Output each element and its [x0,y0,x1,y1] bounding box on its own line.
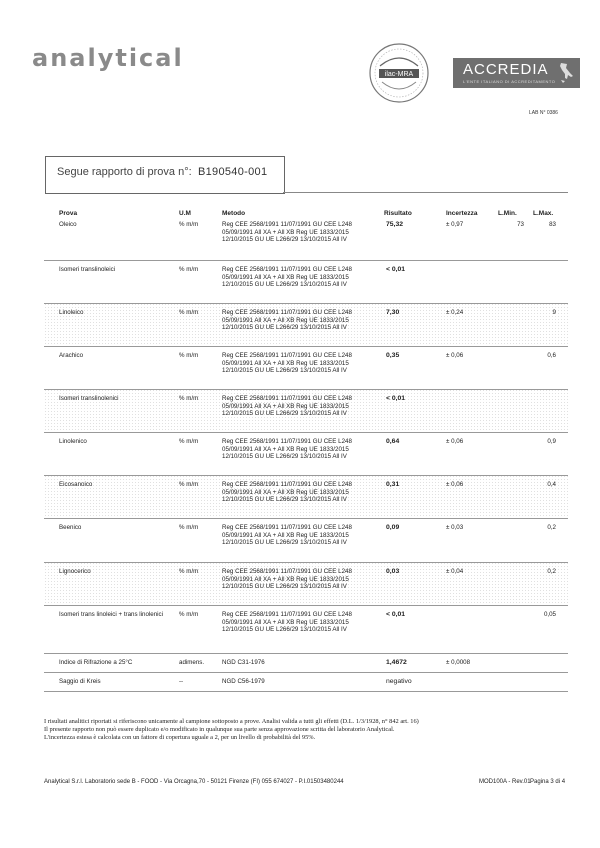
table-row [44,215,568,261]
cell-prova: Linolenico [59,438,87,445]
lab-number: LAB N° 0386 [529,110,558,116]
table-row [44,432,568,476]
cell-risultato: 75,32 [386,221,404,228]
footnote: Il presente rapporto non può essere duplicato e/o modificato in qualunque sua parte senza approvazione scritta del laboratorio Analytical. [44,726,395,734]
cell-lmax: 83 [549,221,556,228]
cell-lmax: 9 [552,309,556,316]
cell-lmax: 0,2 [547,568,556,575]
report-number: B190540-001 [198,166,268,178]
cell-incertezza: ± 0,06 [446,481,464,488]
cell-um: % m/m [179,266,199,273]
col-risultato: Risultato [384,210,412,217]
cell-um: % m/m [179,524,199,531]
footnote: I risultati analitici riportati si riferiscono unicamente al campione sottoposto a prove. Analisi valida a tutti gli effetti (D.L. 1/3/1928, n° 842 art. 16) [44,718,419,725]
brand-name: analytical [32,44,184,72]
cell-prova: Saggio di Kreis [59,678,101,685]
cell-metodo: Reg CEE 2568/1991 11/07/1991 GU CEE L248 05/09/1991 All XA + All XB Reg UE 1833/2015 12/10/2015 GU UE L266/29 13/10/2015 All IV [222,309,352,332]
cell-um: % m/m [179,221,199,228]
cell-metodo: Reg CEE 2568/1991 11/07/1991 GU CEE L248 05/09/1991 All XA + All XB Reg UE 1833/2015 12/10/2015 GU UE L266/29 13/10/2015 All IV [222,266,352,289]
cell-prova: Eicosanoico [59,481,93,488]
cell-incertezza: ± 0,03 [446,524,464,531]
cell-incertezza: ± 0,06 [446,438,464,445]
col-incertezza: Incertezza [446,210,478,217]
cell-incertezza: ± 0,97 [446,221,464,228]
cell-metodo: Reg CEE 2568/1991 11/07/1991 GU CEE L248 05/09/1991 All XA + All XB Reg UE 1833/2015 12/10/2015 GU UE L266/29 13/10/2015 All IV [222,481,352,504]
accredia-logo [453,58,580,88]
cell-risultato: < 0,01 [386,266,406,273]
table-row [44,260,568,304]
cell-um: % m/m [179,395,199,402]
cell-prova: Arachico [59,352,84,359]
ilac-text: ilac-MRA [384,71,414,78]
col-lmin: L.Min. [498,210,517,217]
accredia-name: ACCREDIA [463,61,549,78]
cell-prova: Isomeri translinoleici [59,266,116,273]
cell-risultato: 0,35 [386,352,400,359]
cell-um: adimens. [179,659,205,666]
footnotes [44,718,564,743]
table-row [44,605,568,654]
table-row [44,389,568,433]
cell-prova: Indice di Rifrazione a 25°C [59,659,133,666]
cell-um: % m/m [179,611,199,618]
col-um: U.M [179,210,191,217]
cell-incertezza: ± 0,0008 [446,659,471,666]
cell-prova: Isomeri trans linoleici + trans linolenici [59,611,164,618]
cell-incertezza: ± 0,06 [446,352,464,359]
col-prova: Prova [59,210,78,217]
cell-lmax: 0,9 [547,438,556,445]
cell-metodo: NGD C56-1979 [222,678,265,685]
cell-risultato: 0,64 [386,438,400,445]
table-row [44,672,568,692]
footer-page: Pagina 3 di 4 [530,779,566,785]
cell-prova: Linoleico [59,309,84,316]
cell-um: % m/m [179,352,199,359]
cell-metodo: Reg CEE 2568/1991 11/07/1991 GU CEE L248 05/09/1991 All XA + All XB Reg UE 1833/2015 12/10/2015 GU UE L266/29 13/10/2015 All IV [222,352,352,375]
footnote: L'incertezza estesa è calcolata con un fattore di copertura uguale a 2, per un livello di probabilità del 95%. [44,734,316,742]
footer-company: Analytical S.r.l. Laboratorio sede B - FOOD - Via Orcagna,70 - 50121 Firenze (FI) 055 674027 - P.I.01503480244 [44,779,344,785]
cell-metodo: Reg CEE 2568/1991 11/07/1991 GU CEE L248 05/09/1991 All XA + All XB Reg UE 1833/2015 12/10/2015 GU UE L266/29 13/10/2015 All IV [222,438,352,461]
table-row [44,303,568,347]
header-divider [283,192,568,193]
cell-prova: Beenico [59,524,82,531]
cell-incertezza: ± 0,04 [446,568,464,575]
cell-metodo: Reg CEE 2568/1991 11/07/1991 GU CEE L248 05/09/1991 All XA + All XB Reg UE 1833/2015 12/10/2015 GU UE L266/29 13/10/2015 All IV [222,568,352,591]
cell-risultato: < 0,01 [386,395,406,402]
cell-um: -- [179,678,184,685]
report-label: Segue rapporto di prova n°: [57,166,192,178]
ilac-mra-logo [368,42,430,104]
footer-form-code: MOD100A - Rev.01 [479,779,531,785]
cell-um: % m/m [179,438,199,445]
cell-um: % m/m [179,309,199,316]
cell-metodo: Reg CEE 2568/1991 11/07/1991 GU CEE L248 05/09/1991 All XA + All XB Reg UE 1833/2015 12/10/2015 GU UE L266/29 13/10/2015 All IV [222,221,352,244]
cell-risultato: 1,4672 [386,659,407,666]
table-row [44,562,568,606]
cell-um: % m/m [179,568,199,575]
cell-metodo: Reg CEE 2568/1991 11/07/1991 GU CEE L248 05/09/1991 All XA + All XB Reg UE 1833/2015 12/10/2015 GU UE L266/29 13/10/2015 All IV [222,395,352,418]
cell-risultato: 0,09 [386,524,400,531]
cell-prova: Isomeri translinolenici [59,395,119,402]
cell-risultato: < 0,01 [386,611,406,618]
cell-metodo: NGD C31-1976 [222,659,265,666]
cell-lmax: 0,6 [547,352,556,359]
italy-map-icon [558,62,574,84]
cell-risultato: 0,31 [386,481,400,488]
cell-prova: Lignocerico [59,568,91,575]
table-row [44,518,568,563]
table-row [44,475,568,519]
table-row [44,653,568,673]
cell-lmax: 0,4 [547,481,556,488]
analytical-logo [32,44,184,72]
table-row [44,346,568,390]
col-lmax: L.Max. [533,210,554,217]
cell-um: % m/m [179,481,199,488]
cell-lmin: 73 [517,221,524,228]
accredia-tagline: L'ENTE ITALIANO DI ACCREDITAMENTO [463,79,556,84]
cell-metodo: Reg CEE 2568/1991 11/07/1991 GU CEE L248 05/09/1991 All XA + All XB Reg UE 1833/2015 12/10/2015 GU UE L266/29 13/10/2015 All IV [222,524,352,547]
cell-lmax: 0,2 [547,524,556,531]
cell-risultato: negativo [386,678,412,685]
col-metodo: Metodo [222,210,246,217]
cell-incertezza: ± 0,24 [446,309,464,316]
cell-lmax: 0,05 [543,611,556,618]
cell-risultato: 7,30 [386,309,400,316]
report-header-box [45,156,285,194]
cell-prova: Oleico [59,221,77,228]
cell-risultato: 0,03 [386,568,400,575]
cell-metodo: Reg CEE 2568/1991 11/07/1991 GU CEE L248 05/09/1991 All XA + All XB Reg UE 1833/2015 12/10/2015 GU UE L266/29 13/10/2015 All IV [222,611,352,634]
